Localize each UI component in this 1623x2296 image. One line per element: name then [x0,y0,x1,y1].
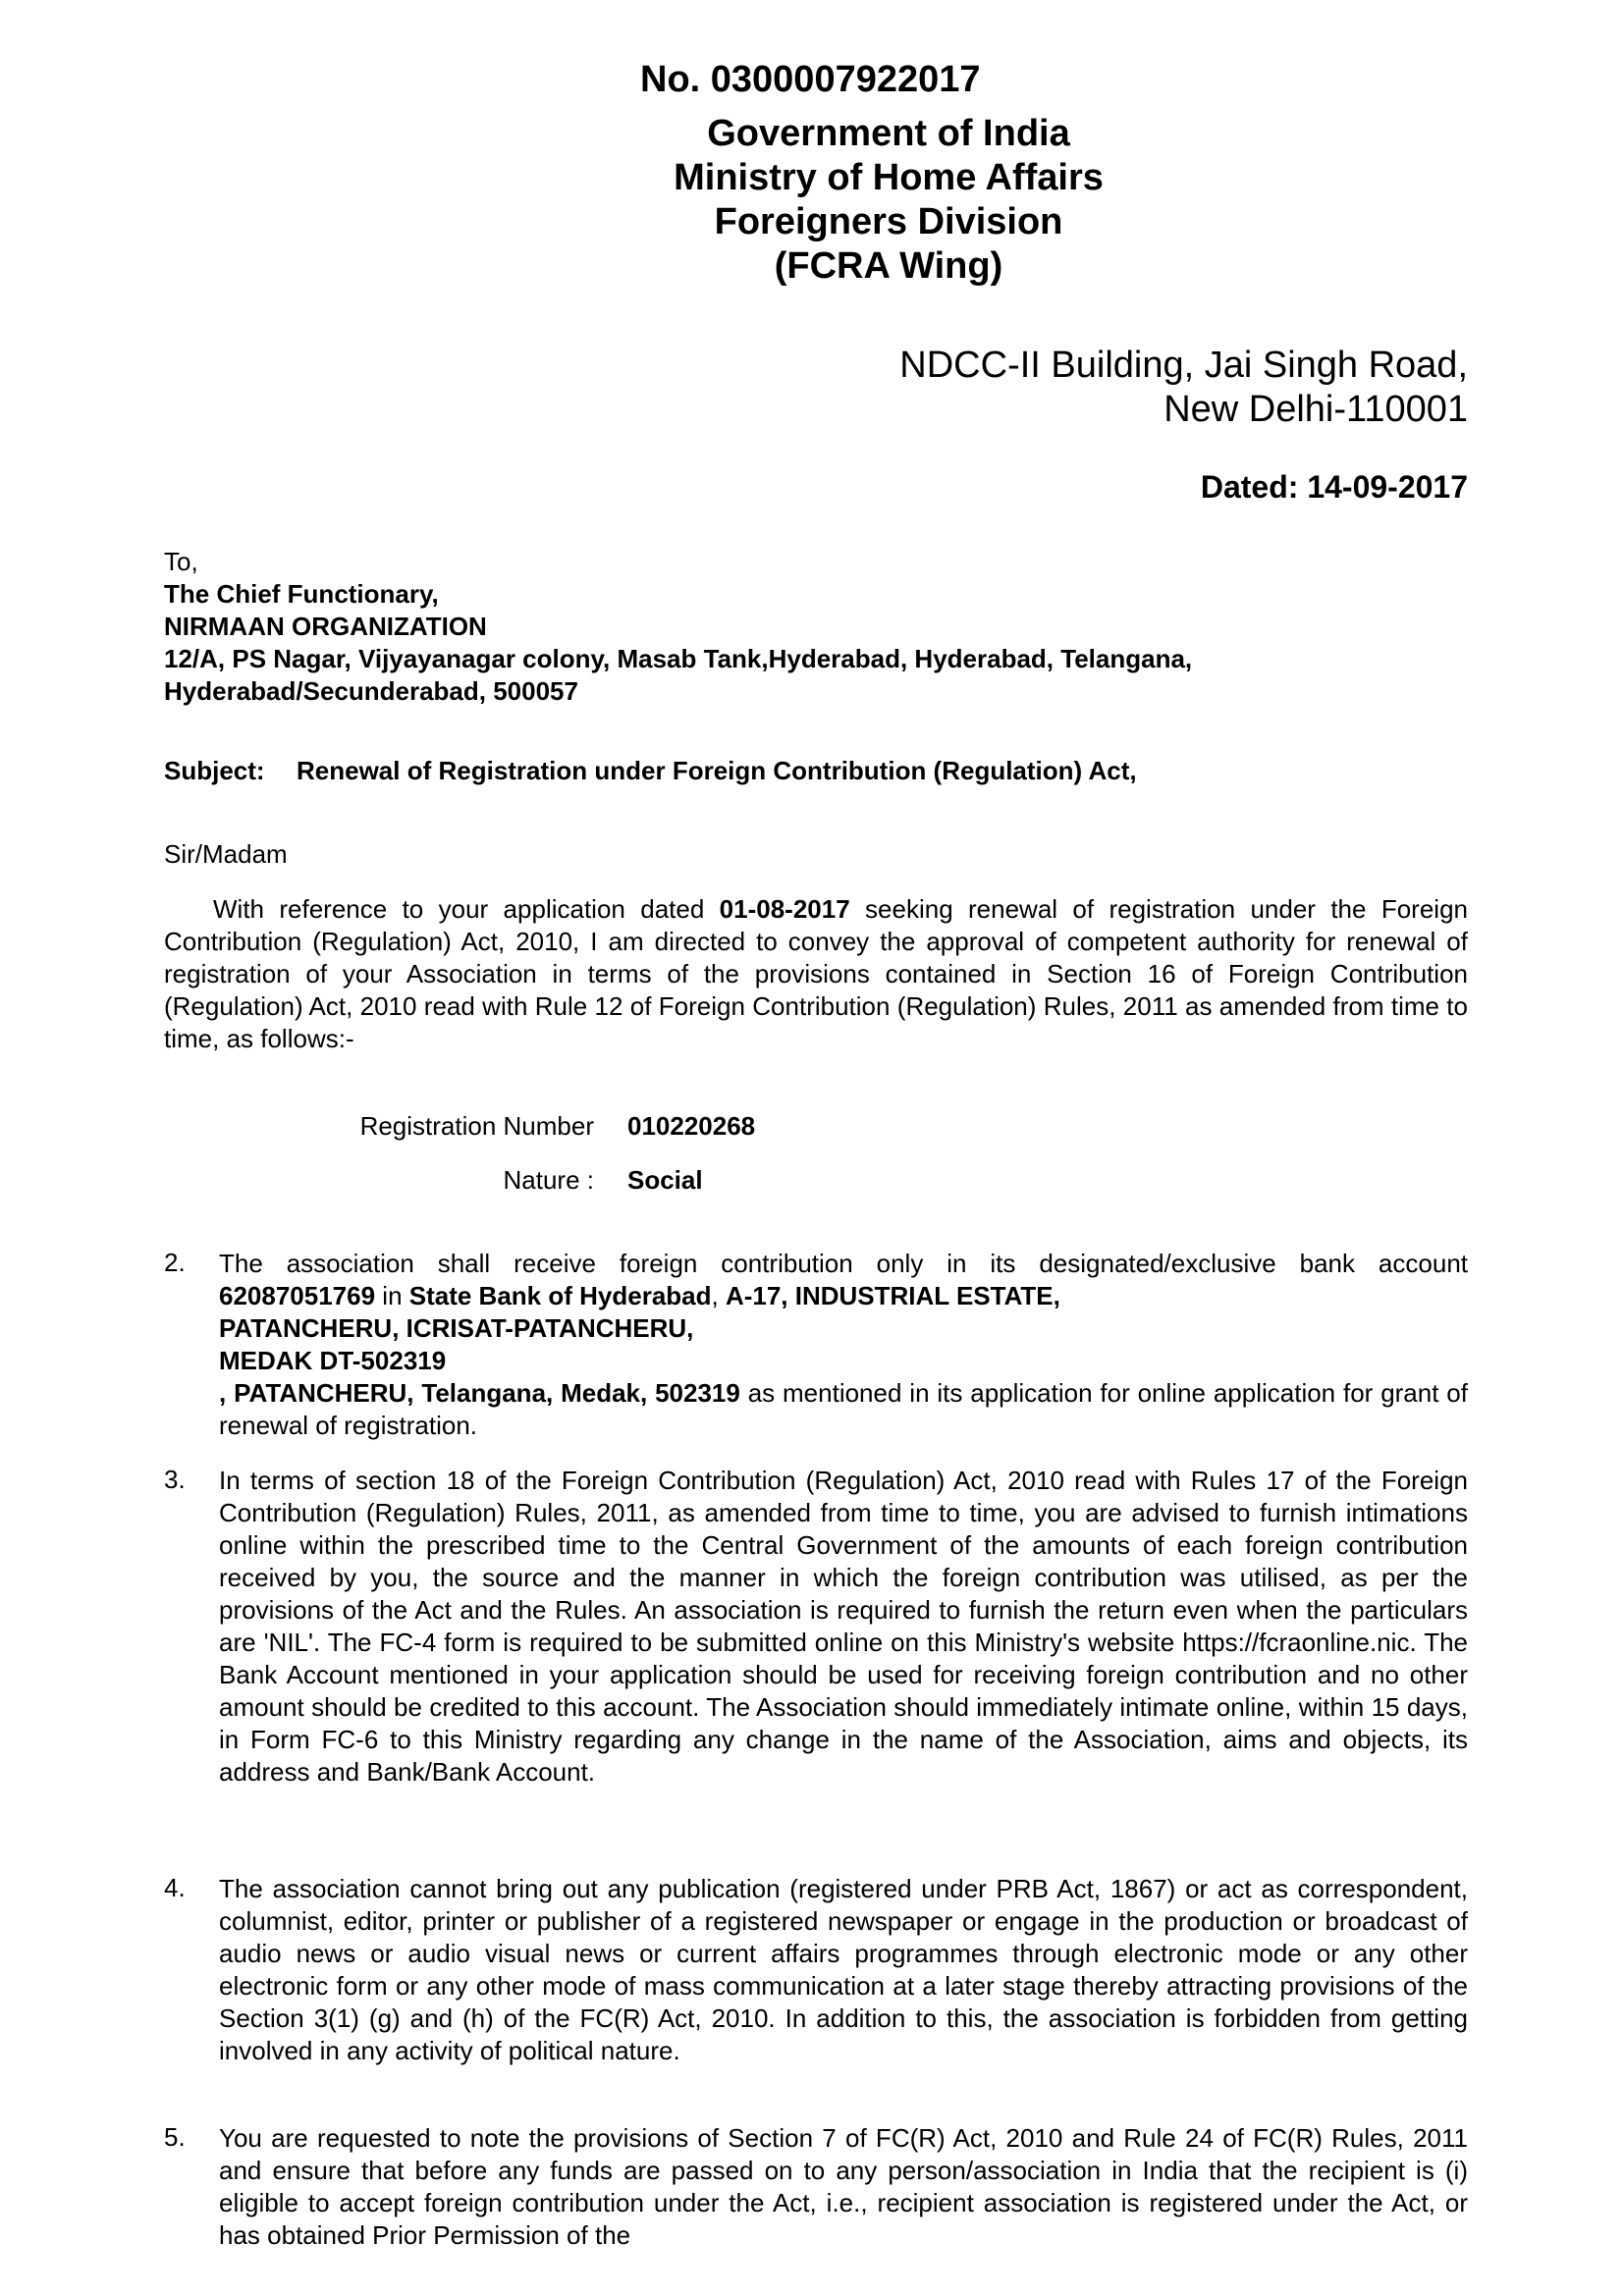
intro-text-1: With reference to your application dated [213,894,720,924]
reference-number: No. 0300007922017 [640,59,981,100]
para2-closing-text: as mentioned in its application for online application for grant of renewal of registration. [219,1378,1468,1440]
recipient-address-line1: 12/A, PS Nagar, Vijyayanagar colony, Masab Tank,Hyderabad, Hyderabad, Telangana, [164,644,1193,673]
para2-account-line [219,1280,1468,1312]
para2-number: 2. [164,1248,186,1277]
bank-branch-line3: MEDAK DT-502319 [219,1346,447,1375]
para2-line1: The association shall receive foreign contribution only in its designated/exclusive bank account [219,1249,1468,1278]
nature-value: Social [627,1165,703,1195]
subject-line [164,756,1137,786]
recipient-address-line2: Hyderabad/Secunderabad, 500057 [164,676,578,706]
recipient-title: The Chief Functionary, [164,579,439,609]
registration-number-value: 010220268 [627,1111,756,1141]
para4-text: The association cannot bring out any publication (registered under PRB Act, 1867) or act as correspondent, columnist, editor, printer or publisher of a registered newspaper or engage in the production or broadcast of audio news or audio visual news or current affairs programmes through electronic mode or any other electronic form or any other mode of mass communication at a later stage thereby attracting provisions of the Section 3(1) (g) and (h) of the FC(R) Act, 2010. In addition to this, the association is forbidden from getting involved in any activity of political nature. [219,1874,1468,2065]
subject-text: Renewal of Registration under Foreign Contribution (Regulation) Act, [297,756,1137,785]
header-wing: (FCRA Wing) [774,245,1003,287]
bank-branch-line1: A-17, INDUSTRIAL ESTATE, [725,1281,1060,1310]
intro-text-2: seeking renewal of registration under the Foreign Contribution (Regulation) Act, 2010, I am directed to convey the approval of competent authority for renewal of registration of your Association in terms of the provisions contained in Section 16 of Foreign Contribution (Regulation) Act, 2010 read with Rule 12 of Foreign Contribution (Regulation) Rules, 2011 as amended from time to time, as follows:- [164,894,1468,1053]
para2-comma: , [711,1281,726,1310]
bank-account-number: 62087051769 [219,1281,376,1310]
header-government: Government of India [707,113,1070,154]
application-date: 01-08-2017 [719,894,850,924]
para3-text: In terms of section 18 of the Foreign Contribution (Regulation) Act, 2010 read with Rules 17 of the Foreign Contribution (Regulation) Rules, 2011, as amended from time to time, you are advised to furnish intimations online within the prescribed time to the Central Government of the amounts of each foreign contribution received by you, the source and the manner in which the foreign contribution was utilised, as per the provisions of the Act and the Rules. An association is required to furnish the return even when the particulars are 'NIL'. The FC-4 form is required to be submitted online on this Ministry's website https://fcraonline.nic. The Bank Account mentioned in your application should be used for receiving foreign contribution and no other amount should be credited to this account. The Association should immediately intimate online, within 15 days, in Form FC-6 to this Ministry regarding any change in the name of the Association, aims and objects, its address and Bank/Bank Account. [219,1466,1468,1787]
para3-number: 3. [164,1465,186,1494]
para2-text [219,1248,1468,1442]
registration-number-label: Registration Number [359,1111,594,1141]
para5-number: 5. [164,2122,186,2152]
recipient-block [164,546,1192,708]
para5-text: You are requested to note the provisions of Section 7 of FC(R) Act, 2010 and Rule 24 of FC(R) Rules, 2011 and ensure that before any funds are passed on to any person/association in India that the recipient is (i) eligible to accept foreign contribution under the Act, i.e., recipient association is registered under the Act, or has obtained Prior Permission of the [219,2123,1468,2250]
para4-number: 4. [164,1873,186,1902]
bank-branch-line4: , PATANCHERU, Telangana, Medak, 502319 [219,1378,740,1408]
recipient-organization: NIRMAAN ORGANIZATION [164,612,487,641]
header-division: Foreigners Division [714,201,1063,242]
office-address-line2: New Delhi-110001 [1163,389,1468,430]
para2-in: in [375,1281,409,1310]
office-address-line1: NDCC-II Building, Jai Singh Road, [899,345,1468,386]
header-ministry: Ministry of Home Affairs [674,157,1104,198]
intro-paragraph [164,893,1468,1055]
subject-label: Subject: [164,756,265,785]
salutation: Sir/Madam [164,839,288,869]
recipient-to: To, [164,547,198,576]
bank-branch-line2: PATANCHERU, ICRISAT-PATANCHERU, [219,1313,694,1343]
bank-name: State Bank of Hyderabad [408,1281,712,1310]
letter-date: Dated: 14-09-2017 [1200,469,1468,505]
nature-label: Nature : [503,1165,594,1195]
